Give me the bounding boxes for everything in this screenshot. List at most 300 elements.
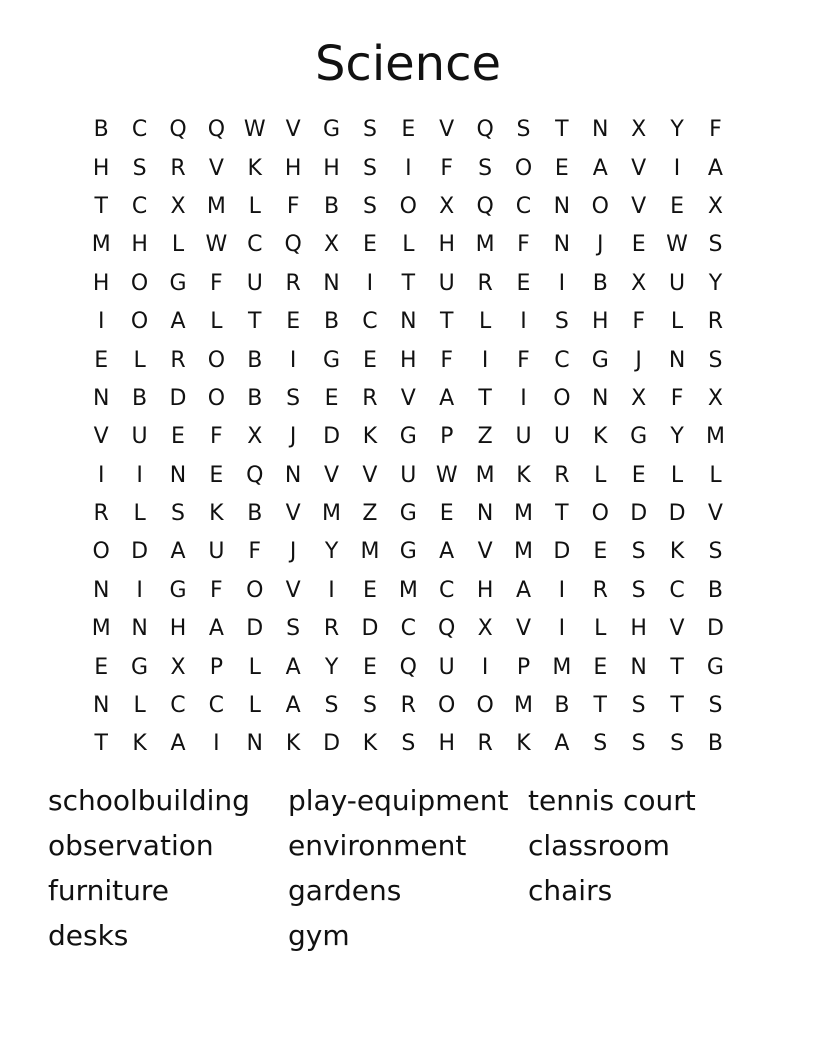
grid-letter: R xyxy=(285,270,301,296)
grid-letter: B xyxy=(132,385,148,411)
grid-letter: E xyxy=(362,347,377,373)
grid-letter: O xyxy=(207,385,226,411)
grid-letter: F xyxy=(632,309,645,335)
grid-letter: M xyxy=(91,232,111,258)
grid-letter: E xyxy=(362,577,377,603)
grid-letter: U xyxy=(515,424,532,450)
grid-letter: P xyxy=(516,654,531,680)
grid-letter: S xyxy=(631,539,646,565)
grid-letter: U xyxy=(131,424,148,450)
grid-letter: H xyxy=(630,616,647,642)
grid-letter: R xyxy=(93,501,109,527)
grid-letter: S xyxy=(708,347,723,373)
grid-letter: F xyxy=(517,232,530,258)
grid-letter: I xyxy=(481,654,489,680)
grid-letter: I xyxy=(136,462,143,488)
grid-letter: O xyxy=(591,501,609,527)
grid-letter: G xyxy=(399,539,417,565)
grid-letter: N xyxy=(323,270,340,296)
grid-letter: F xyxy=(517,347,530,373)
grid-letter: S xyxy=(362,117,377,143)
grid-letter: I xyxy=(328,577,335,603)
grid-letter: K xyxy=(593,424,608,450)
grid-letter: L xyxy=(248,193,261,219)
grid-letter: L xyxy=(670,462,684,488)
grid-letter: R xyxy=(592,577,608,603)
word-list-item: chairs xyxy=(528,874,613,907)
grid-letter: X xyxy=(631,385,647,411)
grid-letter: I xyxy=(97,462,105,488)
grid-letter: V xyxy=(324,462,340,488)
grid-letter: E xyxy=(324,385,339,411)
grid-letter: E xyxy=(631,462,646,488)
grid-letter: B xyxy=(247,501,263,527)
grid-letter: L xyxy=(133,501,146,527)
grid-letter: S xyxy=(631,577,646,603)
grid-letter: S xyxy=(170,501,185,527)
grid-letter: G xyxy=(630,424,648,450)
word-list-item: tennis court xyxy=(528,784,696,817)
grid-letter: E xyxy=(94,654,109,680)
grid-letter: L xyxy=(594,616,607,642)
grid-letter: Z xyxy=(362,501,378,527)
grid-letter: X xyxy=(631,270,647,296)
grid-letter: L xyxy=(133,693,146,719)
grid-letter: G xyxy=(399,424,417,450)
grid-letter: F xyxy=(286,193,300,219)
grid-letter: I xyxy=(366,270,374,296)
grid-letter: L xyxy=(670,309,684,335)
grid-letter: D xyxy=(553,539,571,565)
grid-letter: F xyxy=(440,155,454,181)
grid-letter: G xyxy=(591,347,609,373)
grid-letter: A xyxy=(439,385,455,411)
grid-letter: P xyxy=(209,654,223,680)
grid-letter: R xyxy=(477,270,493,296)
grid-letter: R xyxy=(362,385,378,411)
grid-letter: I xyxy=(97,309,105,335)
grid-letter: L xyxy=(171,232,185,258)
grid-letter: I xyxy=(213,731,220,757)
grid-letter: J xyxy=(635,347,642,373)
grid-letter: H xyxy=(131,232,148,258)
grid-letter: G xyxy=(131,654,149,680)
grid-letter: O xyxy=(92,539,110,565)
grid-letter: O xyxy=(130,309,149,335)
grid-letter: V xyxy=(285,117,301,143)
grid-letter: I xyxy=(673,155,681,181)
grid-letter: V xyxy=(400,385,416,411)
grid-letter: E xyxy=(593,654,608,680)
grid-letter: H xyxy=(323,155,340,181)
grid-letter: U xyxy=(400,462,417,488)
word-list-item: classroom xyxy=(528,829,670,862)
grid-letter: Q xyxy=(438,616,456,642)
grid-letter: V xyxy=(208,155,224,181)
grid-letter: K xyxy=(247,155,262,181)
grid-letter: D xyxy=(323,731,341,757)
grid-letter: H xyxy=(400,347,417,373)
grid-letter: C xyxy=(439,577,455,603)
grid-letter: N xyxy=(92,693,110,719)
grid-letter: S xyxy=(362,193,377,219)
grid-letter: F xyxy=(210,270,223,296)
grid-letter: V xyxy=(362,462,378,488)
grid-letter: M xyxy=(91,616,111,642)
grid-letter: S xyxy=(516,117,531,143)
word-list-item: gardens xyxy=(288,874,402,907)
grid-letter: E xyxy=(516,270,531,296)
grid-letter: N xyxy=(92,385,110,411)
grid-letter: U xyxy=(208,539,225,565)
grid-letter: I xyxy=(136,577,143,603)
grid-letter: V xyxy=(285,501,301,527)
grid-letter: T xyxy=(555,501,569,527)
grid-letter: Q xyxy=(169,117,187,143)
grid-letter: A xyxy=(554,731,570,757)
grid-letter: A xyxy=(170,539,186,565)
grid-letter: T xyxy=(401,270,416,296)
grid-letter: S xyxy=(708,232,723,258)
grid-letter: D xyxy=(131,539,149,565)
grid-letter: S xyxy=(132,155,147,181)
grid-letter: A xyxy=(439,539,455,565)
page-title: Science xyxy=(314,36,502,92)
grid-letter: X xyxy=(707,193,723,219)
grid-letter: K xyxy=(516,462,531,488)
grid-letter: B xyxy=(707,731,723,757)
grid-letter: A xyxy=(707,155,723,181)
grid-letter: I xyxy=(558,616,566,642)
grid-letter: O xyxy=(476,693,494,719)
grid-letter: O xyxy=(591,193,609,219)
grid-letter: G xyxy=(399,501,417,527)
grid-letter: F xyxy=(248,539,262,565)
grid-letter: I xyxy=(520,309,527,335)
grid-letter: L xyxy=(478,309,492,335)
grid-letter: A xyxy=(285,654,301,680)
grid-letter: J xyxy=(289,424,297,450)
grid-letter: O xyxy=(514,155,533,181)
grid-letter: Q xyxy=(246,462,264,488)
grid-letter: E xyxy=(286,309,301,335)
grid-letter: C xyxy=(170,693,186,719)
grid-letter: N xyxy=(169,462,187,488)
grid-letter: A xyxy=(208,616,224,642)
grid-letter: I xyxy=(558,577,566,603)
grid-letter: H xyxy=(438,232,455,258)
grid-letter: S xyxy=(362,155,377,181)
grid-letter: S xyxy=(631,731,646,757)
grid-letter: X xyxy=(631,117,647,143)
grid-letter: S xyxy=(554,309,569,335)
grid-letter: M xyxy=(398,577,418,603)
grid-letter: F xyxy=(210,577,223,603)
grid-letter: M xyxy=(360,539,380,565)
grid-letter: B xyxy=(93,117,109,143)
grid-letter: Q xyxy=(476,117,494,143)
grid-letter: T xyxy=(593,693,607,719)
grid-letter: K xyxy=(132,731,147,757)
grid-letter: O xyxy=(438,693,456,719)
grid-letter: X xyxy=(439,193,455,219)
grid-letter: B xyxy=(323,309,340,335)
grid-letter: Y xyxy=(324,654,339,680)
grid-letter: G xyxy=(169,270,187,296)
grid-letter: W xyxy=(243,117,266,143)
grid-letter: A xyxy=(592,155,608,181)
word-search-grid xyxy=(82,111,732,764)
grid-letter: A xyxy=(515,577,532,603)
grid-letter: N xyxy=(92,577,110,603)
grid-letter: T xyxy=(670,654,684,680)
grid-letter: N xyxy=(400,309,417,335)
grid-letter: O xyxy=(553,385,571,411)
grid-letter: E xyxy=(554,155,569,181)
grid-letter: S xyxy=(362,693,377,719)
grid-letter: D xyxy=(668,501,686,527)
grid-letter: J xyxy=(289,539,297,565)
grid-letter: D xyxy=(246,616,264,642)
grid-letter: M xyxy=(514,501,533,527)
grid-letter: V xyxy=(439,117,455,143)
grid-letter: H xyxy=(92,270,110,296)
grid-letter: R xyxy=(170,155,186,181)
grid-letter: V xyxy=(93,424,109,450)
grid-letter: E xyxy=(670,193,684,219)
grid-letter: H xyxy=(169,616,187,642)
grid-letter: C xyxy=(247,232,263,258)
grid-letter: Q xyxy=(399,654,417,680)
grid-letter: M xyxy=(475,462,495,488)
grid-letter: A xyxy=(170,731,186,757)
grid-letter: Q xyxy=(207,117,226,143)
grid-letter: V xyxy=(631,155,647,181)
grid-letter: S xyxy=(401,731,416,757)
grid-letter: S xyxy=(286,616,301,642)
grid-letter: A xyxy=(170,309,186,335)
grid-letter: S xyxy=(324,693,339,719)
grid-letter: C xyxy=(131,193,148,219)
grid-letter: N xyxy=(284,462,302,488)
grid-letter: B xyxy=(707,577,723,603)
grid-letter: E xyxy=(362,232,377,258)
grid-letter: M xyxy=(322,501,342,527)
grid-letter: V xyxy=(707,501,723,527)
grid-letter: G xyxy=(323,117,341,143)
grid-letter: N xyxy=(592,385,609,411)
grid-letter: V xyxy=(477,539,493,565)
grid-letter: O xyxy=(207,347,226,373)
grid-letter: M xyxy=(552,654,572,680)
grid-letter: M xyxy=(514,693,533,719)
grid-letter: O xyxy=(399,193,417,219)
grid-letter: N xyxy=(246,731,263,757)
grid-letter: T xyxy=(248,309,262,335)
grid-letter: C xyxy=(208,693,225,719)
grid-letter: S xyxy=(593,731,608,757)
grid-letter: C xyxy=(669,577,685,603)
grid-letter: X xyxy=(477,616,493,642)
grid-letter: T xyxy=(478,385,492,411)
grid-letter: M xyxy=(475,232,495,258)
grid-letter: V xyxy=(669,616,685,642)
grid-letter: L xyxy=(709,462,722,488)
grid-letter: W xyxy=(205,232,228,258)
grid-letter: M xyxy=(705,424,725,450)
grid-letter: U xyxy=(438,270,455,296)
grid-letter: W xyxy=(435,462,458,488)
grid-letter: C xyxy=(515,193,532,219)
grid-letter: C xyxy=(554,347,570,373)
grid-letter: L xyxy=(133,347,146,373)
word-list-item: environment xyxy=(288,829,467,862)
grid-letter: R xyxy=(554,462,570,488)
grid-letter: D xyxy=(169,385,187,411)
grid-letter: T xyxy=(670,693,684,719)
grid-letter: E xyxy=(362,654,377,680)
grid-letter: J xyxy=(597,232,604,258)
grid-letter: M xyxy=(206,193,226,219)
grid-letter: E xyxy=(171,424,185,450)
grid-letter: Z xyxy=(477,424,493,450)
grid-letter: R xyxy=(707,309,724,335)
grid-letter: L xyxy=(210,309,223,335)
grid-letter: Y xyxy=(670,117,684,143)
grid-letter: X xyxy=(170,193,186,219)
grid-letter: K xyxy=(285,731,301,757)
grid-letter: I xyxy=(481,347,489,373)
grid-letter: X xyxy=(170,654,186,680)
grid-letter: R xyxy=(400,693,416,719)
grid-letter: D xyxy=(630,501,648,527)
grid-letter: H xyxy=(438,731,455,757)
grid-letter: U xyxy=(669,270,686,296)
grid-letter: T xyxy=(94,731,108,757)
grid-letter: V xyxy=(631,193,647,219)
grid-letter: K xyxy=(362,731,378,757)
grid-letter: K xyxy=(516,731,531,757)
grid-letter: S xyxy=(631,693,646,719)
word-list-item: gym xyxy=(288,919,350,952)
grid-letter: L xyxy=(248,693,261,719)
grid-letter: G xyxy=(706,654,724,680)
grid-letter: Q xyxy=(284,232,302,258)
word-list-item: furniture xyxy=(48,874,169,907)
grid-letter: O xyxy=(130,270,149,296)
grid-letter: M xyxy=(514,539,533,565)
grid-letter: E xyxy=(94,347,109,373)
grid-letter: C xyxy=(131,117,148,143)
grid-letter: T xyxy=(94,193,108,219)
grid-letter: L xyxy=(402,232,415,258)
grid-letter: G xyxy=(323,347,341,373)
grid-letter: G xyxy=(169,577,187,603)
grid-letter: E xyxy=(209,462,224,488)
grid-letter: U xyxy=(246,270,263,296)
word-list-item: observation xyxy=(48,829,214,862)
grid-letter: I xyxy=(558,270,566,296)
grid-letter: N xyxy=(630,654,647,680)
grid-letter: B xyxy=(592,270,608,296)
grid-letter: F xyxy=(709,117,722,143)
grid-letter: N xyxy=(553,193,571,219)
grid-letter: S xyxy=(670,731,685,757)
grid-letter: B xyxy=(323,193,340,219)
grid-letter: I xyxy=(405,155,412,181)
grid-letter: I xyxy=(520,385,527,411)
grid-letter: U xyxy=(553,424,570,450)
grid-letter: O xyxy=(246,577,264,603)
grid-letter: Y xyxy=(708,270,723,296)
grid-letter: X xyxy=(707,385,723,411)
grid-letter: P xyxy=(440,424,454,450)
grid-letter: Q xyxy=(476,193,494,219)
grid-letter: F xyxy=(670,385,684,411)
grid-letter: X xyxy=(324,232,340,258)
grid-letter: N xyxy=(668,347,686,373)
grid-letter: Y xyxy=(324,539,339,565)
grid-letter: V xyxy=(285,577,301,603)
grid-letter: K xyxy=(209,501,224,527)
grid-letter: V xyxy=(515,616,532,642)
grid-letter: K xyxy=(362,424,378,450)
grid-letter: T xyxy=(439,309,454,335)
grid-letter: S xyxy=(708,539,723,565)
grid-letter: S xyxy=(708,693,723,719)
grid-letter: W xyxy=(666,232,688,258)
grid-letter: D xyxy=(361,616,379,642)
grid-letter: H xyxy=(284,155,302,181)
grid-letter: X xyxy=(247,424,263,450)
grid-letter: U xyxy=(438,654,455,680)
grid-letter: Y xyxy=(670,424,684,450)
grid-letter: E xyxy=(401,117,416,143)
grid-letter: N xyxy=(592,117,609,143)
grid-letter: R xyxy=(323,616,340,642)
grid-letter: A xyxy=(285,693,301,719)
grid-letter: B xyxy=(247,385,263,411)
grid-letter: S xyxy=(478,155,493,181)
grid-letter: C xyxy=(362,309,378,335)
grid-letter: C xyxy=(400,616,416,642)
grid-letter: S xyxy=(286,385,301,411)
grid-letter: N xyxy=(476,501,494,527)
grid-letter: R xyxy=(477,731,493,757)
grid-letter: T xyxy=(555,117,569,143)
grid-letter: E xyxy=(439,501,454,527)
grid-letter: D xyxy=(323,424,341,450)
grid-letter: B xyxy=(247,347,263,373)
grid-letter: H xyxy=(92,155,110,181)
grid-letter: H xyxy=(476,577,494,603)
grid-letter: F xyxy=(440,347,454,373)
grid-letter: B xyxy=(554,693,570,719)
grid-letter: R xyxy=(170,347,186,373)
grid-letter: L xyxy=(248,654,261,680)
grid-letter: E xyxy=(631,232,646,258)
word-list xyxy=(48,778,768,958)
grid-letter: E xyxy=(593,539,608,565)
grid-letter: F xyxy=(210,424,223,450)
word-list-item: play-equipment xyxy=(288,784,509,817)
word-list-item: desks xyxy=(48,919,129,952)
grid-letter: I xyxy=(289,347,297,373)
grid-letter: N xyxy=(131,616,148,642)
grid-letter: L xyxy=(594,462,607,488)
grid-letter: K xyxy=(669,539,685,565)
grid-letter: D xyxy=(706,616,724,642)
